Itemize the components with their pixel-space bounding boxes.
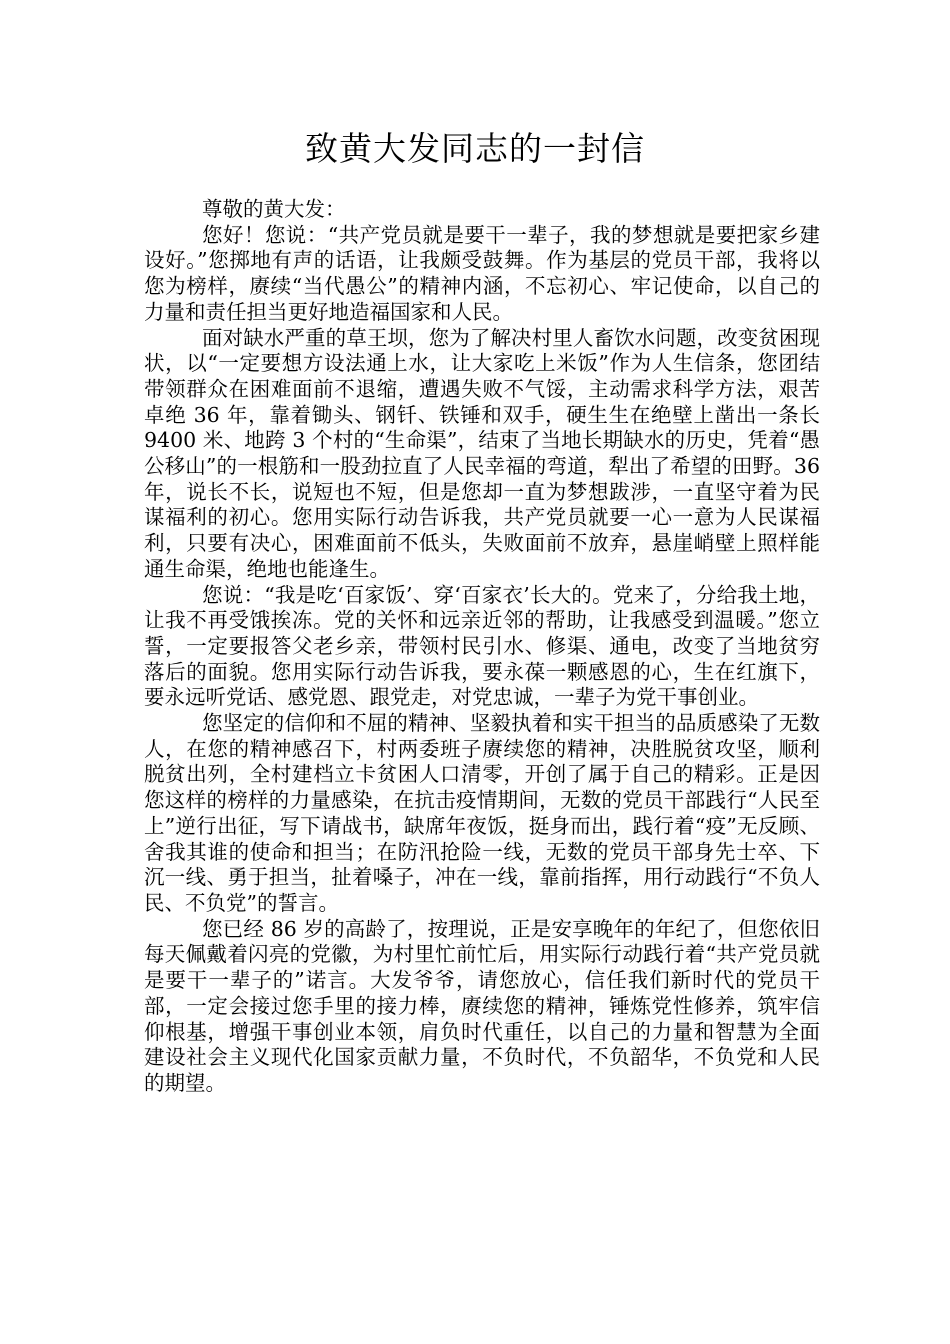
paragraph-greeting: 您好！您说：“共产党员就是要干一辈子，我的梦想就是要把家乡建设好。”您掷地有声的话语，让我颇受鼓舞。作为基层的党员干部，我将以您为榜样，赓续“当代愚公”的精神内涵，不忘初心、牢记使命，以自己的力量和责任担当更好地造福国家和人民。 [144,222,820,324]
paragraph-closing: 您已经 86 岁的高龄了，按理说，正是安享晚年的年纪了，但您依旧每天佩戴着闪亮的党徽，为村里忙前忙后，用实际行动践行着“共产党员就是要干一辈子的”诺言。大发爷爷，请您放心，信任我们新时代的党员干部，一定会接过您手里的接力棒，赓续您的精神，锤炼党性修养，筑牢信仰根基，增强干事创业本领，肩负时代重任，以自己的力量和智慧为全面建设社会主义现代化国家贡献力量，不负时代，不负韶华，不负党和人民的期望。 [144,916,820,1095]
letter-title: 致黄大发同志的一封信 [305,129,645,168]
paragraph-inspiration: 您坚定的信仰和不屈的精神、坚毅执着和实干担当的品质感染了无数人，在您的精神感召下，村两委班子赓续您的精神，决胜脱贫攻坚，顺利脱贫出列，全村建档立卡贫困人口清零，开创了属于自己的精彩。正是因您这样的榜样的力量感染，在抗击疫情期间，无数的党员干部践行“人民至上”逆行出征，写下请战书，缺席年夜饭，挺身而出，践行着“疫”无反顾、舍我其谁的使命和担当；在防汛抢险一线，无数的党员干部身先士卒、下沉一线、勇于担当，扯着嗓子，冲在一线，靠前指挥，用行动践行“不负人民、不负党”的誓言。 [144,711,820,915]
paragraph-gratitude: 您说：“我是吃‘百家饭’、穿‘百家衣’长大的。党来了，分给我土地，让我不再受饿挨冻。党的关怀和远亲近邻的帮助，让我感受到温暖。”您立誓，一定要报答父老乡亲，带领村民引水、修渠、通电，改变了当地贫穷落后的面貌。您用实际行动告诉我，要永葆一颗感恩的心，生在红旗下，要永远听党话、感党恩、跟党走，对党忠诚，一辈子为党干事创业。 [144,582,820,710]
paragraph-water-channel: 面对缺水严重的草王坝，您为了解决村里人畜饮水问题，改变贫困现状，以“一定要想方设法通上水，让大家吃上米饭”作为人生信条，您团结带领群众在困难面前不退缩，遭遇失败不气馁，主动需求科学方法，艰苦卓绝 36 年，靠着锄头、钢钎、铁锤和双手，硬生生在绝壁上凿出一条长 9400 米、地跨 3 个村的“生命渠”，结束了当地长期缺水的历史，凭着“愚公移山”的一根筋和一股劲拉直了人民幸福的弯道，犁出了希望的田野。36 年，说长不长，说短也不短，但是您却一直为梦想跋涉，一直坚守着为民谋福利的初心。您用实际行动告诉我，共产党员就要一心一意为人民谋福利，只要有决心，困难面前不低头，失败面前不放弃，悬崖峭壁上照样能通生命渠，绝地也能逢生。 [144,325,820,581]
letter-salutation: 尊敬的黄大发： [202,197,346,221]
letter-body [144,197,820,1097]
